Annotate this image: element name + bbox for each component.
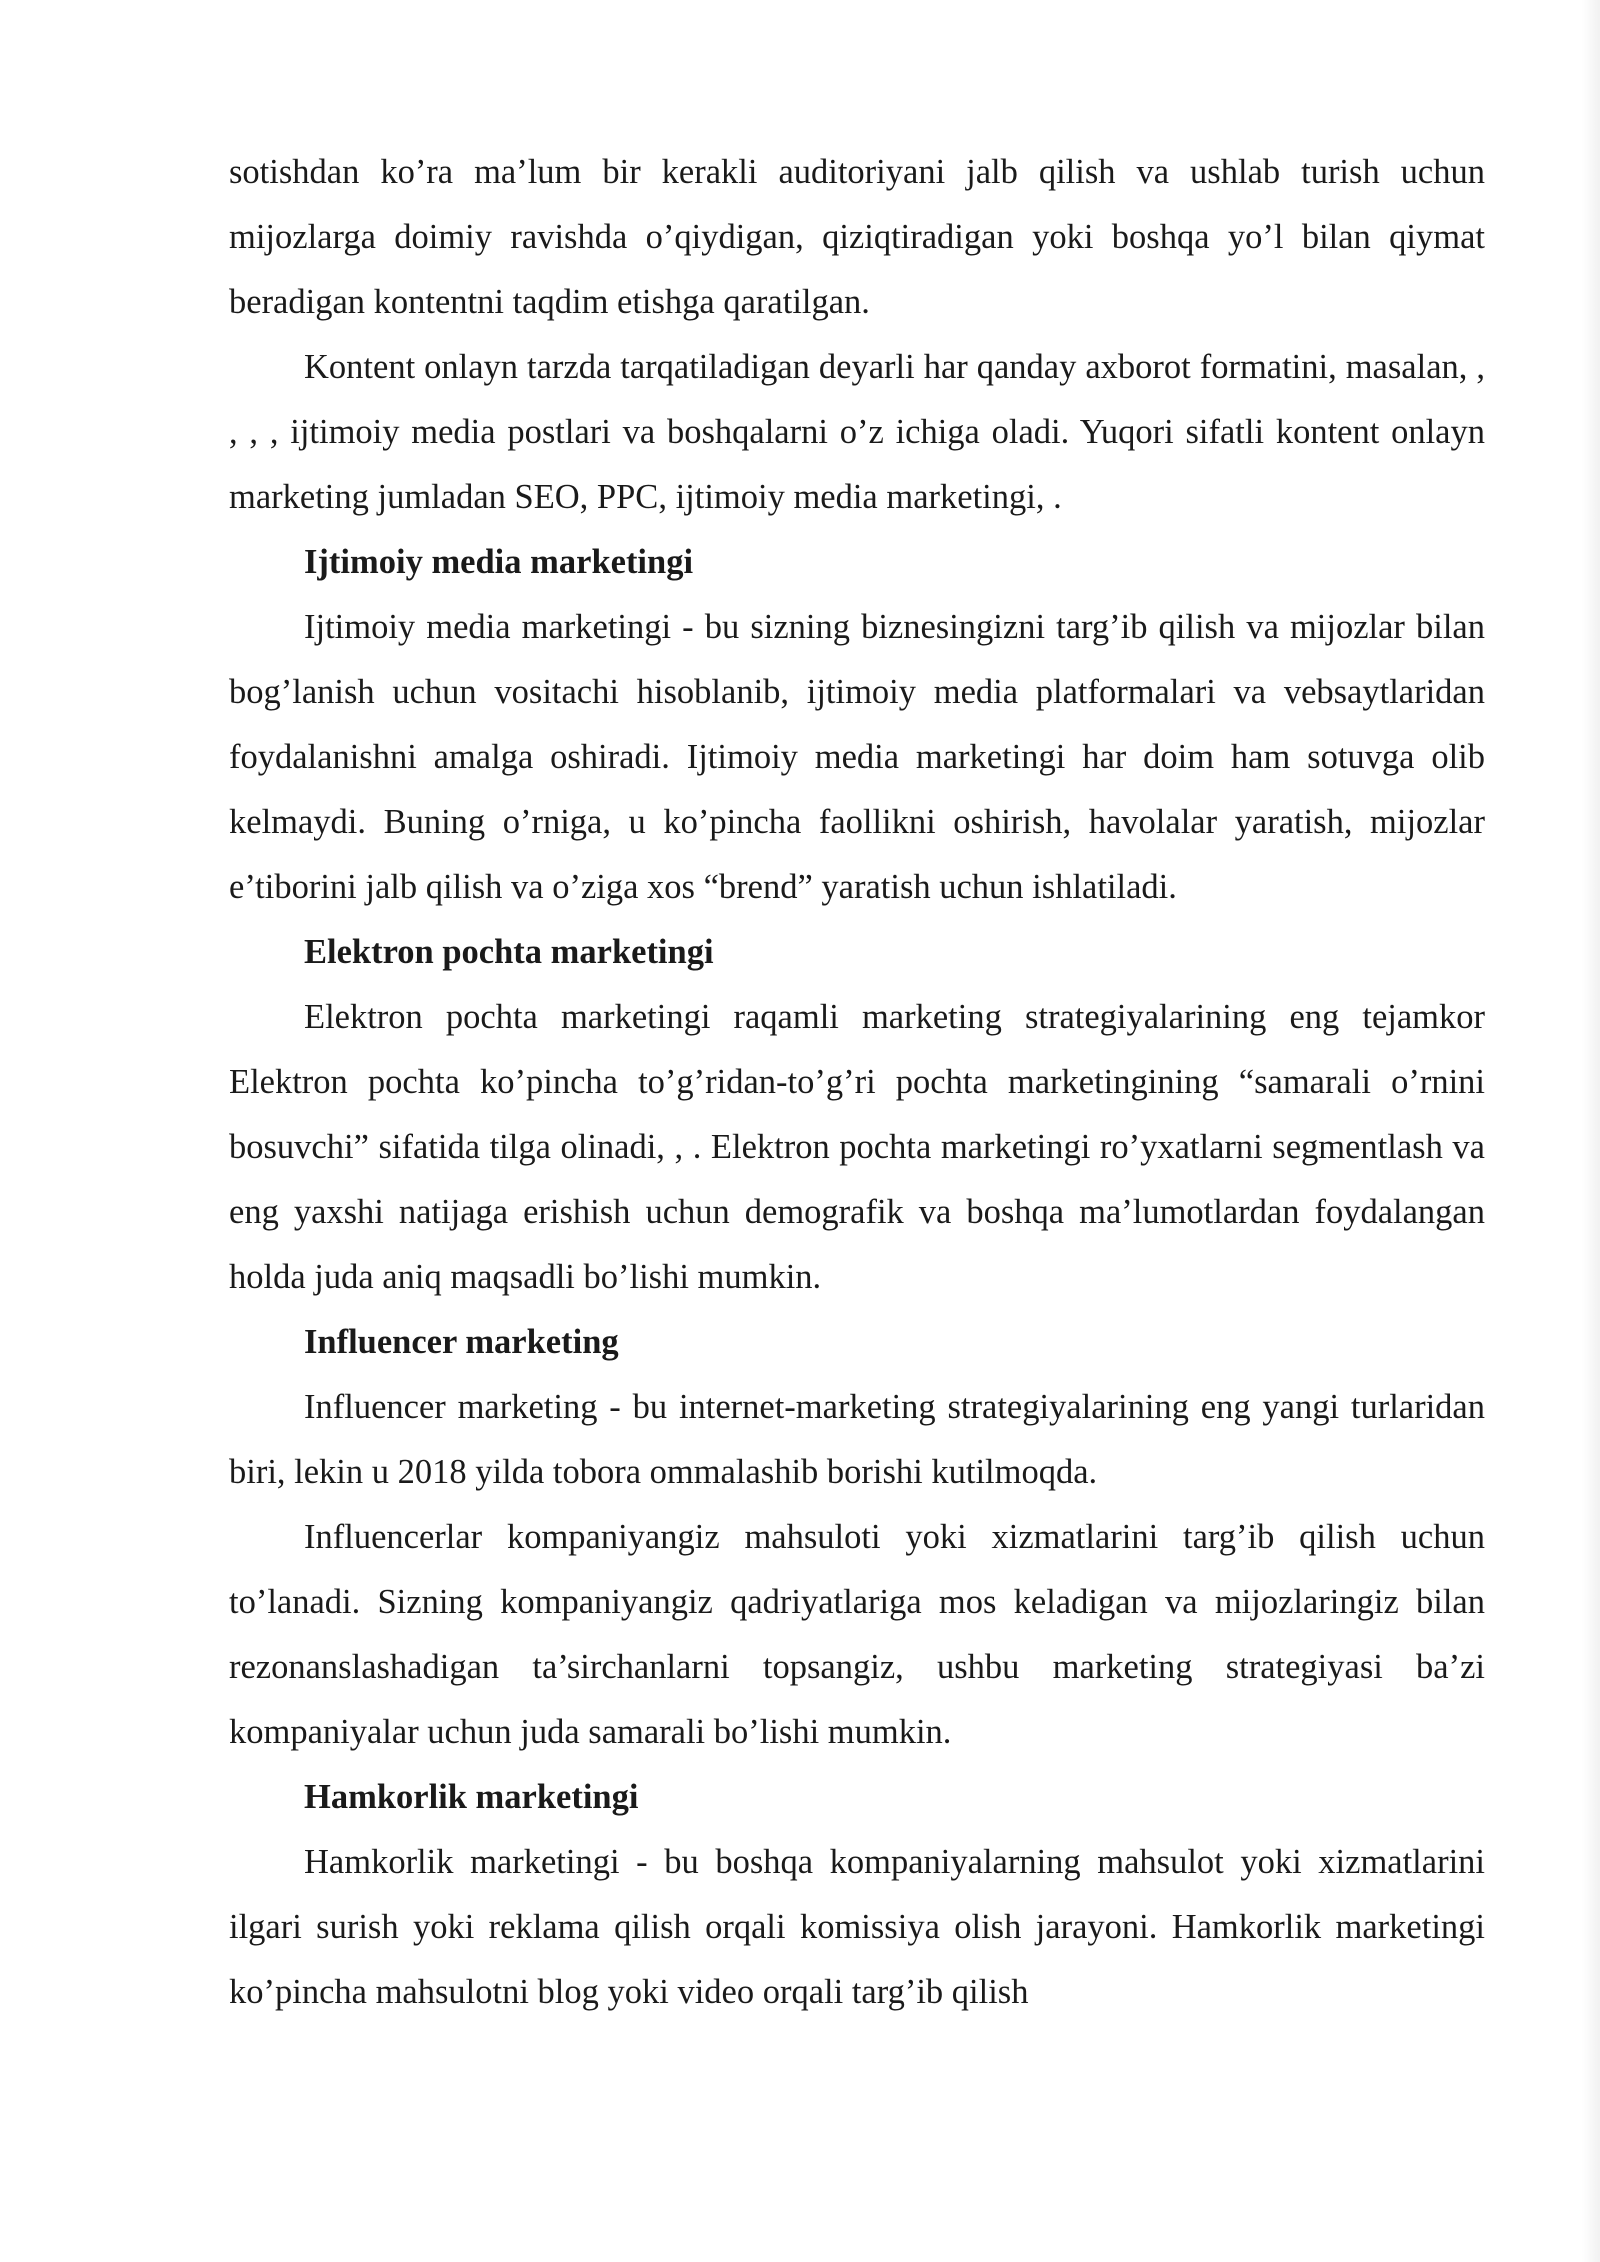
paragraph-influencer-marketing-1: Influencer marketing - bu internet-marketing strategiyalarining eng yangi turlaridan biri, lekin u 2018 yilda tobora ommalashib borishi kutilmoqda.: [229, 1388, 1485, 1491]
heading-social-media-marketing: Ijtimoiy media marketingi: [304, 543, 694, 581]
heading-email-marketing: Elektron pochta marketingi: [304, 933, 714, 971]
heading-affiliate-marketing: Hamkorlik marketingi: [304, 1778, 639, 1816]
paragraph-affiliate-marketing: Hamkorlik marketingi - bu boshqa kompaniyalarning mahsulot yoki xizmatlarini ilgari surish yoki reklama qilish orqali komissiya olish jarayoni. Hamkorlik marketingi ko’pincha mahsulotni blog yoki video orqali targ’ib qilish: [229, 1843, 1485, 2011]
paragraph-email-marketing: Elektron pochta marketingi raqamli marketing strategiyalarining eng tejamkor Elektron pochta ko’pincha to’g’ridan-to’g’ri pochta marketingining “samarali o’rnini bosuvchi” sifatida tilga olinadi, , . Elektron pochta marketingi ro’yxatlarni segmentlash va eng yaxshi natijaga erishish uchun demografik va boshqa ma’lumotlardan foydalangan holda juda aniq maqsadli bo’lishi mumkin.: [229, 998, 1485, 1296]
paragraph-intro: sotishdan ko’ra ma’lum bir kerakli auditoriyani jalb qilish va ushlab turish uchun mijozlarga doimiy ravishda o’qiydigan, qiziqtiradigan yoki boshqa yo’l bilan qiymat beradigan kontentni taqdim etishga qaratilgan.: [229, 153, 1485, 321]
paragraph-social-media-marketing: Ijtimoiy media marketingi - bu sizning biznesingizni targ’ib qilish va mijozlar bilan bog’lanish uchun vositachi hisoblanib, ijtimoiy media platformalari va vebsaytlaridan foydalanishni amalga oshiradi. Ijtimoiy media marketingi har doim ham sotuvga olib kelmaydi. Buning o’rniga, u ko’pincha faollikni oshirish, havolalar yaratish, mijozlar e’tiborini jalb qilish va o’ziga xos “brend” yaratish uchun ishlatiladi.: [229, 608, 1485, 906]
paragraph-influencer-marketing-2: Influencerlar kompaniyangiz mahsuloti yoki xizmatlarini targ’ib qilish uchun to’lanadi. Sizning kompaniyangiz qadriyatlariga mos keladigan va mijozlaringiz bilan rezonanslashadigan ta’sirchanlarni topsangiz, ushbu marketing strategiyasi ba’zi kompaniyalar uchun juda samarali bo’lishi mumkin.: [229, 1518, 1485, 1751]
paragraph-content-formats: Kontent onlayn tarzda tarqatiladigan deyarli har qanday axborot formatini, masalan, , , , , ijtimoiy media postlari va boshqalarni o’z ichiga oladi. Yuqori sifatli kontent onlayn marketing jumladan SEO, PPC, ijtimoiy media marketingi, .: [229, 348, 1485, 516]
heading-influencer-marketing: Influencer marketing: [304, 1323, 619, 1361]
document-body: [229, 140, 1485, 2025]
page-edge-shadow: [1582, 0, 1600, 2262]
